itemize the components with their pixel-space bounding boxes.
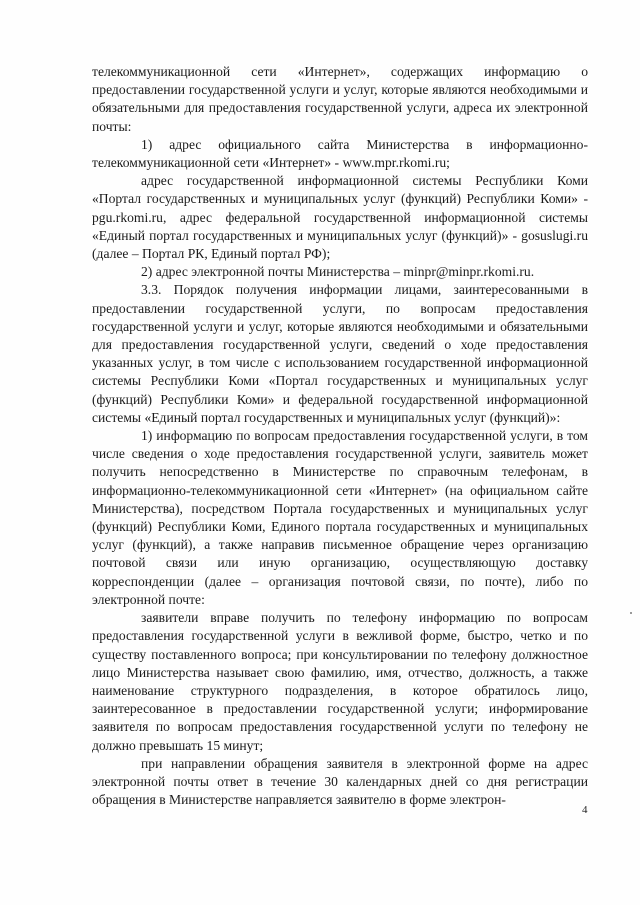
paragraph-phone-consultation: заявители вправе получить по телефону информацию по вопросам предоставления государственной услуги в вежливой форме, быстро, четко и по существу поставленного вопроса; при консультировании по телефону должностное лицо Министерства называет свою фамилию, имя, отчество, должность, а также наименование структурного подразделения, в которое обратилось лицо, заинтересованное в предоставлении государственной услуги; информирование заявителя по вопросам предоставления государственной услуги по телефону не должно превышать 15 минут; [92,610,588,753]
document-body [92,63,588,809]
paragraph-portal-addresses: адрес государственной информационной системы Республики Коми «Портал государственных и муниципальных услуг (функций) Республики Коми» - pgu.rkomi.ru, адрес федеральной государственной информационной системы «Единый портал государственных и муниципальных услуг (функций)» - gosuslugi.ru (далее – Портал РК, Единый портал РФ); [92,173,588,262]
scan-speck [630,612,632,614]
paragraph-continuation: телекоммуникационной сети «Интернет», содержащих информацию о предоставлении государственной услуги и услуг, которые являются необходимыми и обязательными для предоставления государственной услуги, адреса их электронной почты: [92,64,588,134]
paragraph-website-address: 1) адрес официального сайта Министерства в информационно-телекоммуникационной сети «Интернет» - www.mpr.rkomi.ru; [92,136,588,171]
paragraph-section-3-3: 3.3. Порядок получения информации лицами, заинтересованными в предоставлении государственной услуги, по вопросам предоставления государственной услуги и услуг, которые являются необходимыми и обязательными для предоставления государственной услуги, сведений о ходе предоставления указанных услуг, в том числе с использованием государственной информационной системы Республики Коми «Портал государственных и муниципальных услуг (функций) Республики Коми» и федеральной государственной информационной системы «Единый портал государственных и муниципальных услуг (функций)»: [92,282,588,425]
paragraph-email-address: 2) адрес электронной почты Министерства – minpr@minpr.rkomi.ru. [141,264,535,280]
paragraph-email-response: при направлении обращения заявителя в электронной форме на адрес электронной почты ответ в течение 30 календарных дней со дня регистрации обращения в Министерстве направляется заявителю в форме электрон- [92,755,588,808]
paragraph-info-channels: 1) информацию по вопросам предоставления государственной услуги, в том числе сведения о ходе предоставления государственной услуги, заявитель может получить непосредственно в Министерстве по справочным телефонам, в информационно-телекоммуникационной сети «Интернет» (на официальном сайте Министерства), посредством Портала государственных и муниципальных услуг (функций) Республики Коми, Единого портала государственных и муниципальных услуг (функций), а также направив письменное обращение через организацию почтовой связи или иную организацию, осуществляющую доставку корреспонденции (далее – организация почтовой связи, по почте), либо по электронной почте: [92,428,588,607]
page-number: 4 [582,804,588,816]
